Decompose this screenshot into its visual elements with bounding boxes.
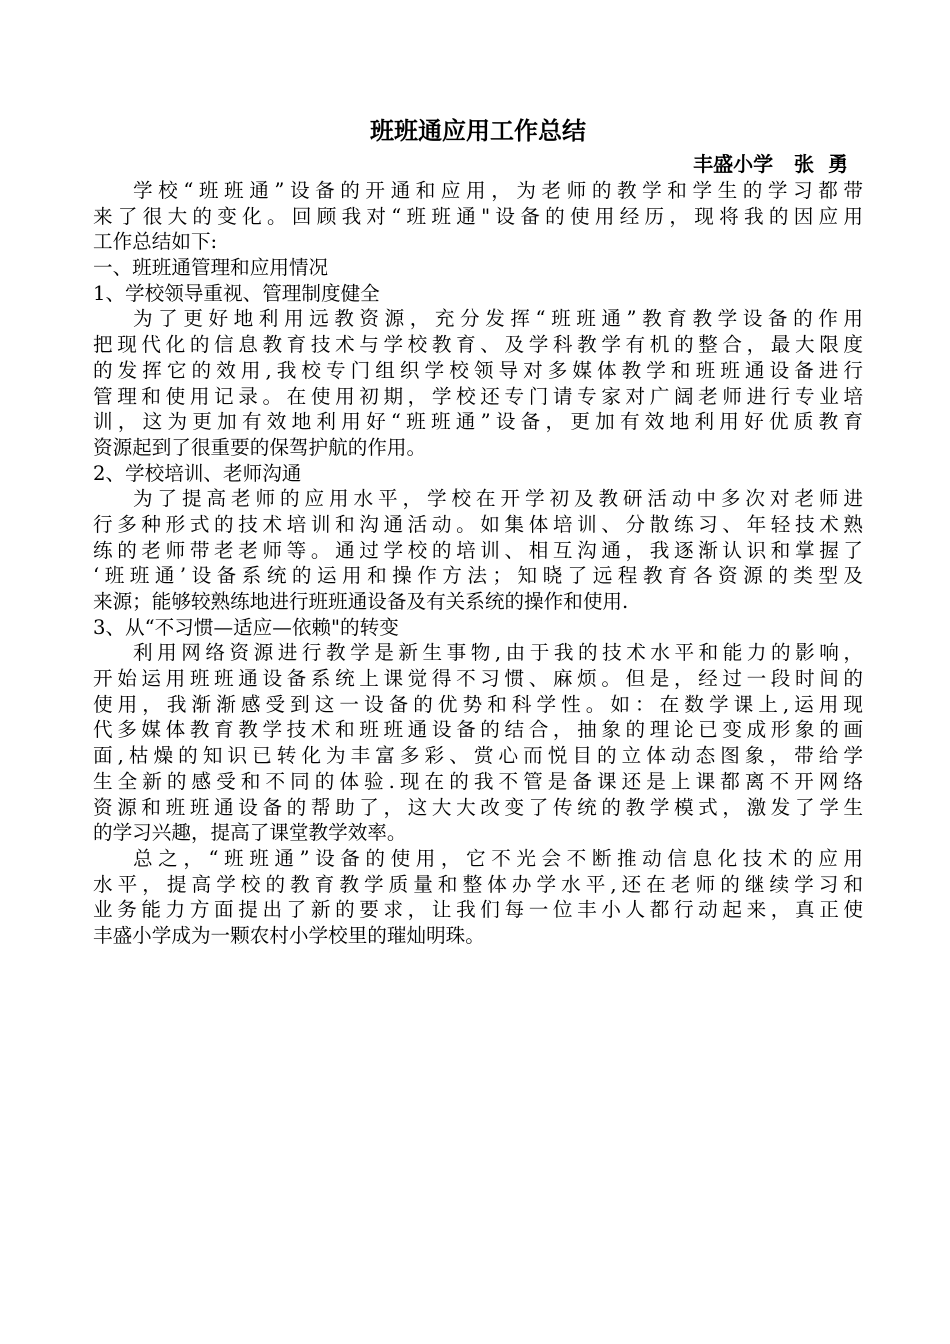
author-byline: 丰盛小学 张 勇 [693, 152, 848, 176]
document-body [93, 178, 863, 949]
document-page [93, 112, 863, 949]
paragraph-line: 的发挥它的效用,我校专门组织学校领导对多媒体教学和班班通设备进行 [93, 358, 863, 382]
paragraph-line: 生全新的感受和不同的体验.现在的我不管是备课还是上课都离不开网络 [93, 769, 863, 793]
paragraph-line: 面,枯燥的知识已转化为丰富多彩、赏心而悦目的立体动态图象，带给学 [93, 744, 863, 768]
paragraph-line: 的学习兴趣，提高了课堂教学效率。 [93, 821, 407, 845]
paragraph-line: 资源和班班通设备的帮助了，这大大改变了传统的教学模式，激发了学生 [93, 795, 863, 819]
paragraph-line: 水平，提高学校的教育教学质量和整体办学水平,还在老师的继续学习和 [93, 872, 863, 896]
paragraph-line: 把现代化的信息教育技术与学校教育、及学科教学有机的整合，最大限度 [93, 333, 863, 357]
paragraph-line: 管理和使用记录。在使用初期，学校还专门请专家对广阔老师进行专业培 [93, 384, 863, 408]
paragraph-line: 训，这为更加有效地利用好“班班通”设备，更加有效地利用好优质教育 [93, 410, 863, 434]
paragraph-line: 丰盛小学成为一颗农村小学校里的璀灿明珠。 [93, 923, 485, 947]
paragraph-line: 练的老师带老老师等。通过学校的培训、相互沟通，我逐渐认识和掌握了 [93, 538, 863, 562]
section-heading: 3、从“不习惯—适应—依赖"的转变 [93, 615, 399, 639]
paragraph-line: 总之，“班班通”设备的使用，它不光会不断推动信息化技术的应用 [133, 846, 863, 870]
paragraph-line: ‘班班通’设备系统的运用和操作方法；知晓了远程教育各资源的类型及 [93, 564, 863, 588]
section-heading: 2、学校培训、老师沟通 [93, 461, 302, 485]
paragraph-line: 利用网络资源进行教学是新生事物,由于我的技术水平和能力的影响， [133, 641, 863, 665]
paragraph-line: 学校“班班通”设备的开通和应用，为老师的教学和学生的学习都带 [133, 179, 863, 202]
section-heading: 1、学校领导重视、管理制度健全 [93, 281, 380, 305]
paragraph-line: 开始运用班班通设备系统上课觉得不习惯、麻烦。但是，经过一段时间的 [93, 667, 863, 691]
paragraph-line: 代多媒体教育教学技术和班班通设备的结合，抽象的理论已变成形象的画 [93, 718, 863, 742]
paragraph-line: 使用，我渐渐感受到这一设备的优势和科学性。如：在数学课上,运用现 [93, 692, 863, 716]
section-heading: 一、班班通管理和应用情况 [93, 256, 329, 280]
document-title: 班班通应用工作总结 [370, 117, 586, 145]
paragraph-line: 来了很大的变化。回顾我对“班班通"设备的使用经历，现将我的因应用 [93, 204, 863, 228]
paragraph-line: 资源起到了很重要的保驾护航的作用。 [93, 435, 427, 459]
paragraph-line: 为了更好地利用远教资源，充分发挥“班班通”教育教学设备的作用 [133, 307, 863, 331]
paragraph-line: 来源；能够较熟练地进行班班通设备及有关系统的操作和使用. [93, 590, 629, 613]
paragraph-line: 行多种形式的技术培训和沟通活动。如集体培训、分散练习、年轻技术熟 [93, 512, 863, 536]
paragraph-line: 工作总结如下: [93, 230, 218, 254]
paragraph-line: 为了提高老师的应用水平，学校在开学初及教研活动中多次对老师进 [133, 487, 863, 511]
paragraph-line: 业务能力方面提出了新的要求，让我们每一位丰小人都行动起来，真正使 [93, 898, 863, 922]
